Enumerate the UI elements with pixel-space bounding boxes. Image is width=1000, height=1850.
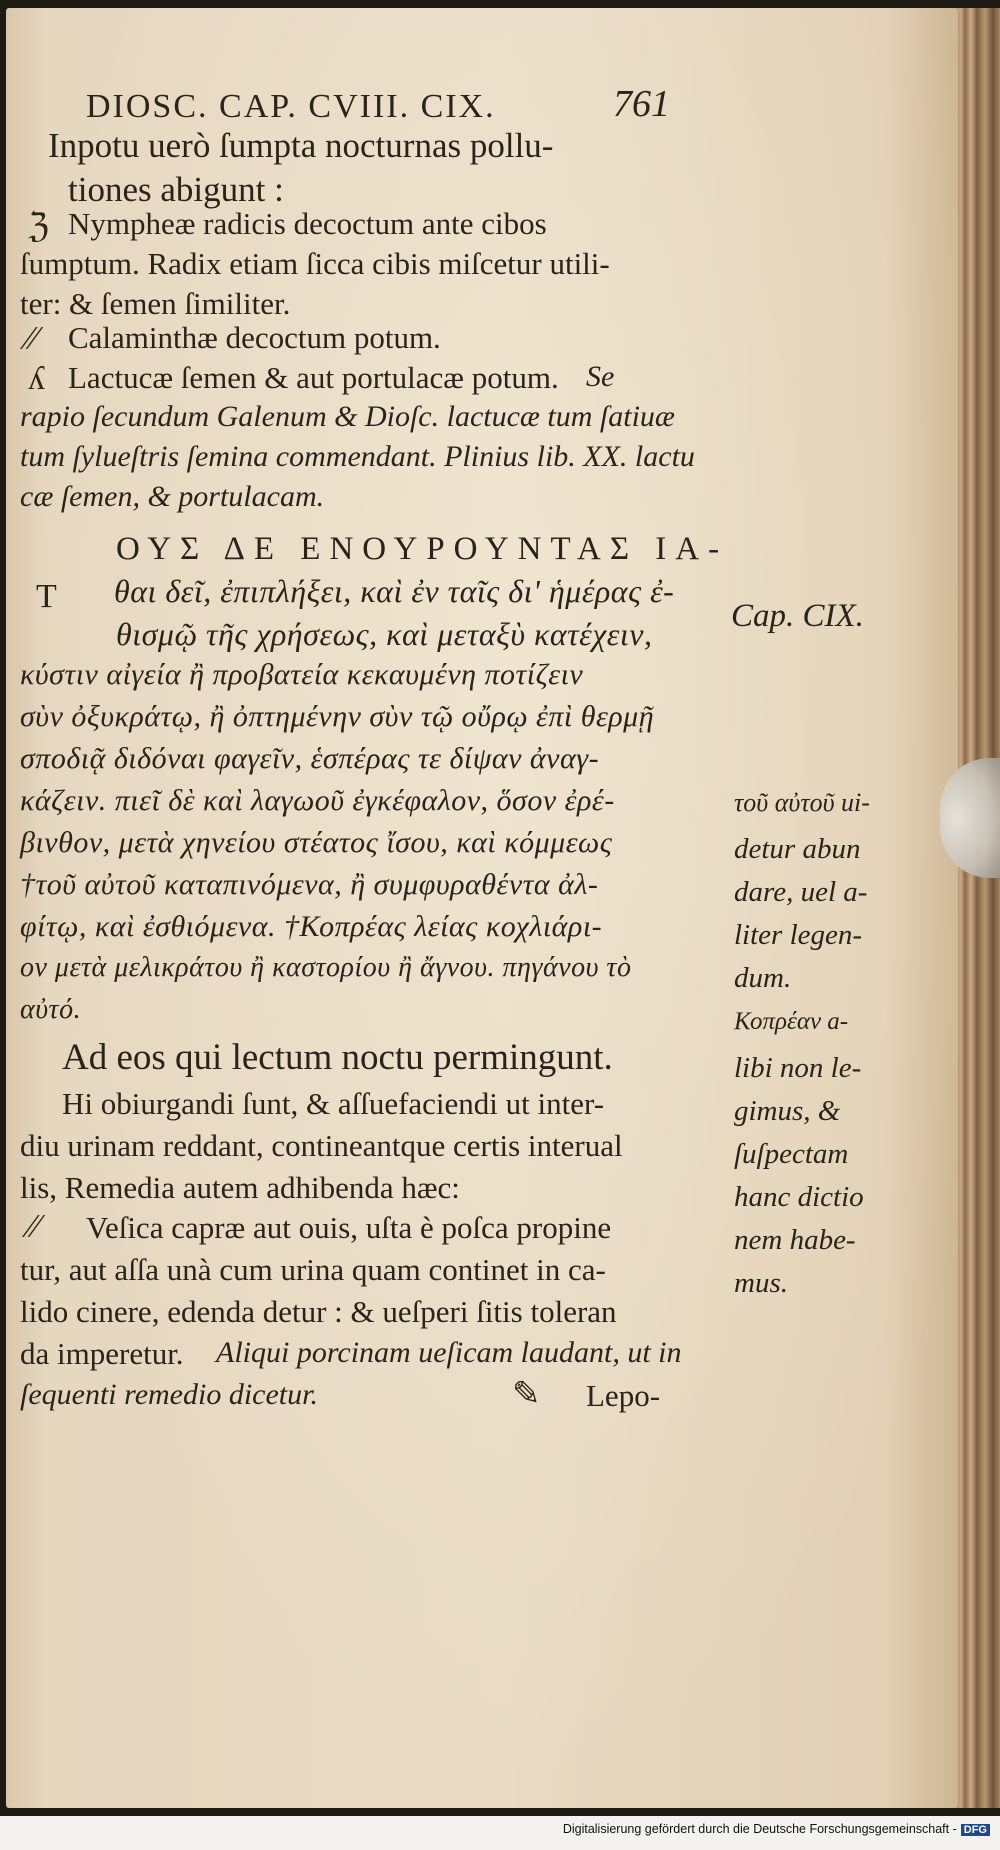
greek-line: θισμῷ τῆς χρήσεως, καὶ μεταξὺ κατέχειν, [116,616,653,652]
margin-note-line: τοῦ αὐτοῦ ui- [734,788,870,817]
greek-line: βινθον, μετὰ χηνείου στέατος ἴσου, καὶ κόμμεως [20,826,613,859]
text-line: Calaminthæ decoctum potum. [68,320,441,355]
greek-line: αὐτό. [20,994,82,1025]
greek-line: θαι δεῖ, ἐπιπλήξει, καὶ ἐν ταῖς δι' ἡμέρας ἐ- [114,573,675,609]
text-line: Se [586,360,615,393]
text-line: tum ſylueſtris ſemina commendant. Plinius lib. XX. lactu [20,440,695,473]
page-edge-leaves [955,8,1000,1808]
section-mark-icon: ⁄⁄ [26,320,38,357]
text-line: ſequenti remedio dicetur. [20,1378,318,1411]
margin-note-line: nem habe- [734,1224,856,1256]
text-line: Lactucæ ſemen & aut portulacæ potum. [68,360,559,395]
running-title: DIOSC. CAP. CVIII. CIX. [86,88,496,125]
credit-text: Digitalisierung gefördert durch die Deutsche Forschungsgemeinschaft - [562,1822,957,1836]
margin-note-line: dum. [734,962,792,994]
greek-line: κύστιν αἰγεία ἢ προβατεία κεκαυμένη ποτίζειν [20,658,584,691]
text-line: tiones abigunt : [68,170,284,209]
text-line: lis, Remedia autem adhibenda hæc: [20,1170,460,1205]
catchword: Lepo- [586,1378,661,1413]
page-number: 761 [613,83,670,125]
greek-line: †τοῦ αὐτοῦ καταπινόμενα, ἢ συμφυραθέντα ἀλ- [20,868,599,901]
text-line: rapio ſecundum Galenum & Dioſc. lactucæ tum ſatiuæ [20,400,675,433]
text-line: ſumptum. Radix etiam ſicca cibis miſcetur utili- [20,246,610,281]
text-line: Veſica capræ aut ouis, uſta è poſca propine [86,1210,612,1245]
margin-note-line: dare, uel a- [734,876,868,908]
drop-initial: Τ [36,578,58,615]
margin-chapter-label: Cap. CIX. [731,598,864,634]
margin-note-line: detur abun [734,833,861,865]
dfg-logo: DFG [961,1824,990,1836]
pointing-hand-icon: ✎ [512,1376,541,1413]
text-line: Inpotu uerò ſumpta nocturnas pollu- [48,126,554,165]
text-line: Nympheæ radicis decoctum ante cibos [68,206,547,241]
greek-line: σποδιᾷ διδόναι φαγεῖν, ἑσπέρας τε δίψαν ἀναγ- [20,742,600,775]
greek-line: κάζειν. πιεῖ δὲ καὶ λαγωοῦ ἐγκέφαλον, ὅσον ἐρέ- [20,784,615,817]
margin-note-line: gimus, & [734,1095,841,1127]
margin-note-line: liter legen- [734,919,863,951]
margin-note-line: mus. [734,1267,788,1299]
margin-note-line: libi non le- [734,1052,862,1084]
greek-line: ον μετὰ μελικράτου ἢ καστορίου ἢ ἄγνου. πηγάνου τὸ [20,952,632,983]
margin-note-line: Κοπρέαν a- [734,1008,849,1035]
margin-note-line: ſuſpectam [734,1138,849,1170]
book-page [6,8,958,1808]
section-mark-icon: ⁄⁄ [28,1208,40,1245]
text-line: tur, aut aſſa unà cum urina quam continet in ca- [20,1252,606,1287]
text-line: da imperetur. [20,1336,184,1371]
greek-line: σὺν ὀξυκράτῳ, ἢ ὀπτημένην σὺν τῷ οὔρῳ ἐπὶ θερμῇ [20,700,655,733]
section-mark-icon: ℨ [28,208,49,245]
text-line: ter: & ſemen ſimiliter. [20,286,291,321]
greek-line: φίτῳ, καὶ ἐσθιόμενα. †Κοπρέας λείας κοχλιάρι- [20,910,603,943]
text-line: lido cinere, edenda detur : & ueſperi ſitis toleran [20,1294,617,1329]
text-line: Aliqui porcinam ueſicam laudant, ut in [216,1336,682,1369]
margin-note-line: hanc dictio [734,1181,864,1213]
text-line: diu urinam reddant, contineantque certis interual [20,1128,623,1163]
section-mark-icon: ʎ [28,360,45,397]
text-line: Hi obiurgandi ſunt, & aſſuefaciendi ut inter- [62,1086,605,1121]
text-line: cæ ſemen, & portulacam. [20,480,325,513]
greek-heading: ΟΥΣ ΔΕ ΕΝΟΥΡΟΥΝΤΑΣ ΙΑ- [116,531,729,567]
digitization-credit [563,1822,990,1836]
chapter-heading: Ad eos qui lectum noctu permingunt. [62,1037,613,1078]
